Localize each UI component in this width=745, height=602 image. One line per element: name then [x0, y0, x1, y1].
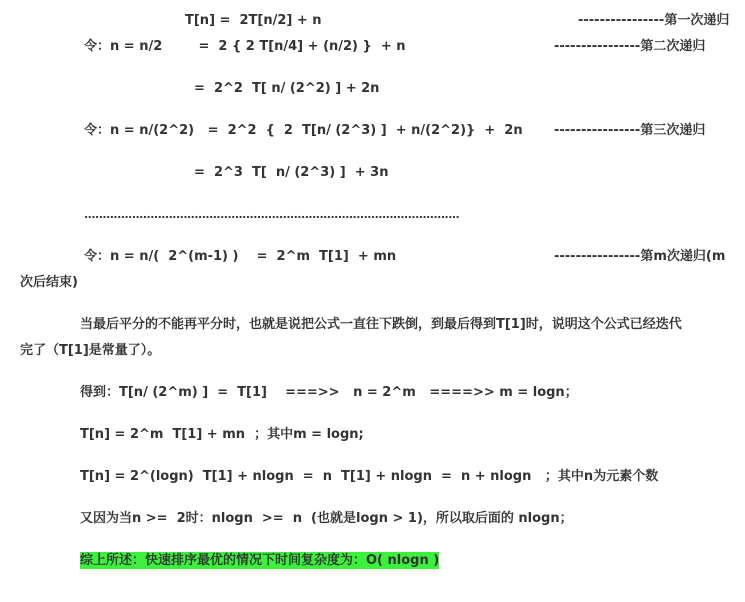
recursion-2-note: ----------------第二次递归 — [554, 39, 706, 54]
recursion-m-note-continued: 次后结束) — [20, 275, 78, 290]
recursion-2-result: = 2^2 T[ n/ (2^2) ] + 2n — [194, 81, 380, 96]
explanation-line-1: 当最后平分的不能再平分时，也就是说把公式一直往下跌倒，到最后得到T[1]时，说明这个公式已经迭代 — [80, 317, 682, 332]
conclusion-highlight: 综上所述：快速排序最优的情况下时间复杂度为：O( nlogn ) — [80, 553, 440, 568]
recursion-3-formula: 令：n = n/(2^2) = 2^2 { 2 T[n/ (2^3) ] + n/(2^2)} + 2n — [84, 123, 523, 138]
substitution-line: T[n] = 2^m T[1] + mn ；其中m = logn; — [80, 427, 364, 442]
expansion-line: T[n] = 2^(logn) T[1] + nlogn = n T[1] + nlogn = n + nlogn ；其中n为元素个数 — [80, 469, 659, 484]
recursion-1-formula: T[n] = 2T[n/2] + n — [185, 13, 322, 28]
ellipsis-line: ...................................................................................................... — [84, 208, 460, 221]
reasoning-line: 又因为当n >= 2时：nlogn >= n (也就是logn > 1)，所以取后面的 nlogn； — [80, 511, 573, 526]
recursion-3-result: = 2^3 T[ n/ (2^3) ] + 3n — [194, 165, 389, 180]
recursion-3-note: ----------------第三次递归 — [554, 123, 706, 138]
recursion-1-note: ----------------第一次递归 — [578, 13, 730, 28]
recursion-m-note: ----------------第m次递归(m — [554, 249, 726, 264]
derivation-result: 得到：T[n/ (2^m) ] = T[1] ===>> n = 2^m ====>> m = logn； — [80, 385, 578, 400]
recursion-m-formula: 令：n = n/( 2^(m-1) ) = 2^m T[1] + mn — [84, 249, 397, 264]
conclusion-line — [80, 552, 439, 570]
recursion-2-formula: 令：n = n/2 = 2 { 2 T[n/4] + (n/2) } + n — [84, 39, 406, 54]
explanation-line-2: 完了（T[1]是常量了）。 — [20, 343, 161, 358]
